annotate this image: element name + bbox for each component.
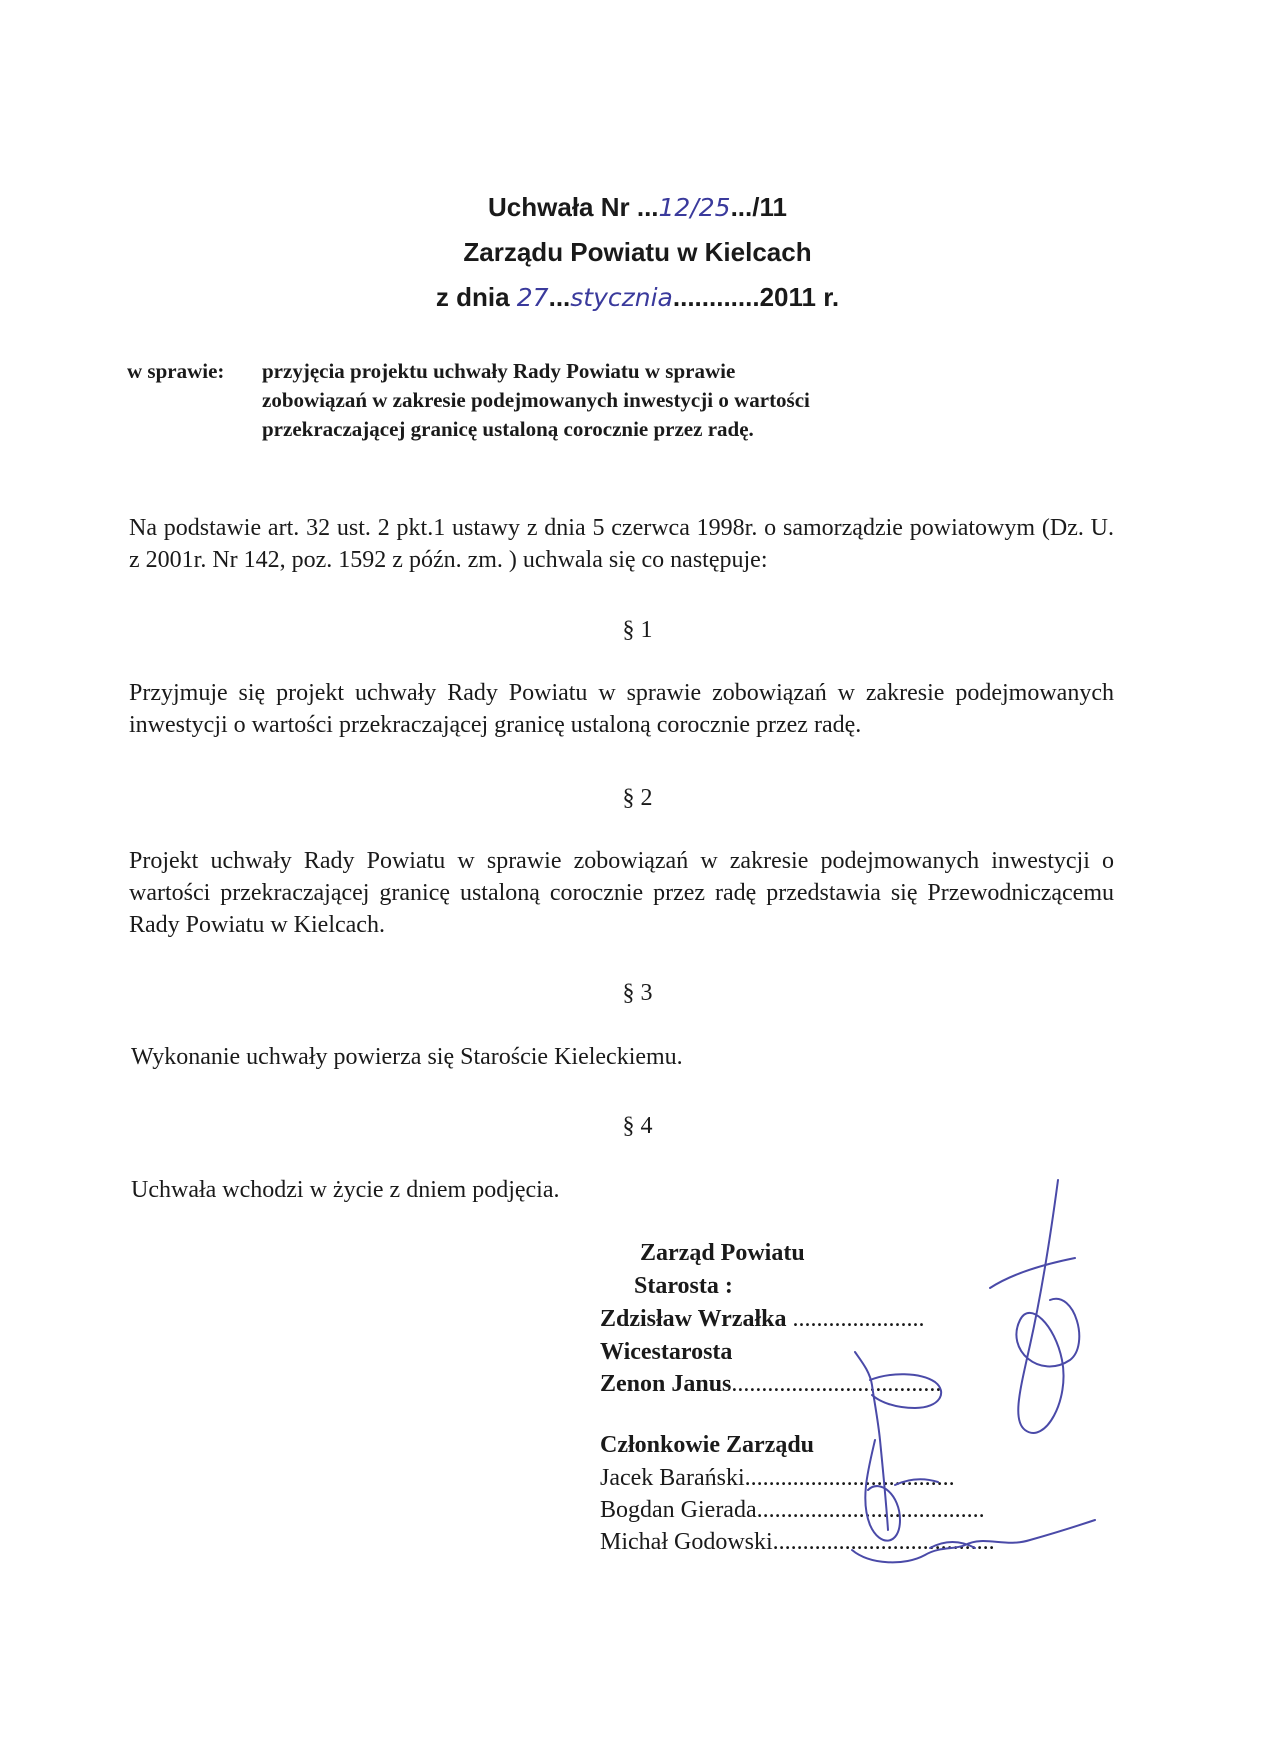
starosta-signature: [1016, 1180, 1079, 1433]
member-signature: [865, 1440, 900, 1541]
section-sign: § 3: [622, 980, 653, 1006]
member-name: Bogdan Gierada: [600, 1497, 757, 1523]
section-text: Wykonanie uchwały powierza się Staroście Kieleckiemu.: [131, 1044, 683, 1070]
section-text: Uchwała wchodzi w życie z dniem podjęcia.: [131, 1177, 560, 1203]
subject-label: w sprawie:: [127, 359, 225, 383]
member-name: Jacek Barański: [600, 1465, 745, 1491]
starosta-name: Zdzisław Wrzałka: [600, 1306, 787, 1332]
section-sign: § 4: [622, 1113, 653, 1139]
handwritten-day: 27: [516, 283, 549, 312]
signature-dots: ...................................: [744, 1465, 955, 1491]
signature-dots: ...................................: [731, 1371, 942, 1397]
vice-label-text: Wicestarosta: [600, 1339, 733, 1365]
section-text: Przyjmuje się projekt uchwały Rady Powiatu w sprawie zobowiązań w zakresie podejmowanych inwestycji o wartości przekraczającej granicę ustaloną corocznie przez radę.: [129, 680, 1114, 738]
subject-line: przyjęcia projektu uchwały Rady Powiatu w sprawie: [262, 359, 736, 383]
date-year: ..2011 r.: [745, 282, 840, 312]
date-dots: ...: [548, 282, 571, 312]
signature-dots: .....................................: [772, 1529, 995, 1555]
subject-line: przekraczającej granicę ustaloną corocznie przez radę.: [262, 417, 754, 441]
board-label-text: Zarząd Powiatu: [640, 1240, 805, 1266]
date-prefix: z dnia: [435, 282, 517, 312]
starosta-signature: [990, 1258, 1075, 1288]
section-text: Projekt uchwały Rady Powiatu w sprawie zobowiązań w zakresie podejmowanych inwestycji o wartości przekraczającej granicę ustaloną corocznie przez radę przedstawia się Przewodniczącemu Rady Powiatu w Kielcach.: [129, 848, 1114, 938]
vice-name: Zenon Janus: [600, 1371, 732, 1397]
section-sign: § 2: [622, 785, 653, 811]
issuing-body: Zarządu Powiatu w Kielcach: [463, 237, 812, 267]
signature-dots: ......................................: [756, 1497, 985, 1523]
subject-line: zobowiązań w zakresie podejmowanych inwestycji o wartości: [262, 388, 810, 412]
legal-basis: Na podstawie art. 32 ust. 2 pkt.1 ustawy z dnia 5 czerwca 1998r. o samorządzie powiatowym (Dz. U. z 2001r. Nr 142, poz. 1592 z późn. zm. ) uchwala się co następuje:: [129, 515, 1114, 573]
vice-signature: [870, 1374, 941, 1408]
handwritten-month: stycznia: [570, 283, 673, 312]
signature-dots: ......................: [792, 1306, 925, 1332]
member-name: Michał Godowski: [600, 1529, 773, 1555]
resolution-number-prefix: Uchwała Nr: [488, 192, 637, 222]
resolution-number-suffix: /11: [752, 192, 787, 222]
members-label-text: Członkowie Zarządu: [600, 1432, 815, 1458]
starosta-label-text: Starosta :: [634, 1273, 733, 1299]
section-sign: § 1: [622, 617, 653, 643]
resolution-number-dots: ...: [636, 192, 659, 222]
handwritten-resolution-number: 12/25: [658, 193, 731, 222]
resolution-number-dots: ...: [730, 192, 753, 222]
date-dots: ..........: [672, 282, 746, 312]
member-signature: [895, 1479, 938, 1485]
